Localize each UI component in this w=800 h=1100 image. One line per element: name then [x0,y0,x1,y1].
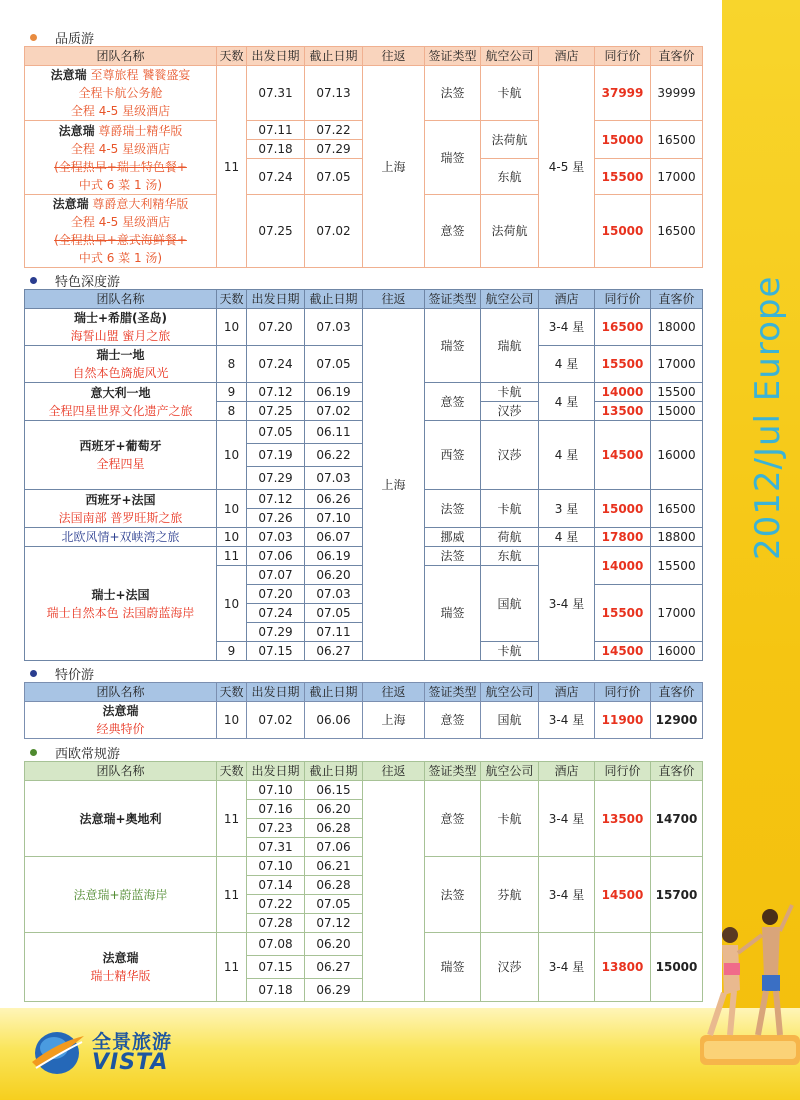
table-header: 团队名称 天数 出发日期 截止日期 往返 签证类型 航空公司 酒店 同行价 直客价 [25,47,703,66]
special-table [24,682,703,739]
table-row: 07.28 07.12 [25,914,703,933]
globe-logo-icon [28,1028,86,1078]
section-west-europe-tours [24,743,702,1002]
table-row: 法意瑞 至尊旅程 饕餮盛宴 全程卡航公务舱 全程 4-5 星级酒店 11 07.31 07.13 上海 法签 卡航 4-5 星 37999 39999 [25,66,703,121]
tour-name: 西班牙+葡萄牙 全程四星 [25,421,217,490]
tour-name: 法意瑞 经典特价 [25,702,217,739]
table-row: 瑞士+法国 瑞士自然本色 法国蔚蓝海岸 11 07.06 06.19 法签 东航 3-4 星 14000 15500 [25,547,703,566]
dancing-couple-image [700,895,800,1070]
table-row: 07.26 07.10 [25,509,703,528]
table-row: 法意瑞 尊爵瑞士精华版 全程 4-5 星级酒店 (全程热早+瑞士特色餐+ 中式 6 菜 1 汤) 07.11 07.22 瑞签 法荷航 15000 16500 [25,121,703,140]
table-row: 07.29 07.11 [25,623,703,642]
table-row: 07.24 07.05 东航 15500 17000 [25,159,703,195]
tour-name: 瑞士+希腊(圣岛) 海誓山盟 蜜月之旅 [25,309,217,346]
tour-name: 意大利一地 全程四星世界文化遗产之旅 [25,383,217,421]
tour-name: 法意瑞+蔚蓝海岸 [25,857,217,933]
table-row: 07.18 06.29 [25,979,703,1002]
table-row: 07.15 06.27 [25,956,703,979]
table-row: 07.29 07.03 [25,467,703,490]
section-deep-tours [24,271,702,661]
table-row: 西班牙+法国 法国南部 普罗旺斯之旅 10 07.12 06.26 法签 卡航 3 星 15000 16500 [25,490,703,509]
bullet-icon [30,277,37,284]
table-row: 07.24 07.05 [25,604,703,623]
tour-name: 西班牙+法国 法国南部 普罗旺斯之旅 [25,490,217,528]
table-row: 07.22 07.05 [25,895,703,914]
table-row: 意大利一地 全程四星世界文化遗产之旅 9 07.12 06.19 意签 卡航 4 星 14000 15500 [25,383,703,402]
side-label: 2012/Jul Europe [748,275,788,560]
table-row: 07.19 06.22 [25,444,703,467]
west-europe-table [24,761,703,1002]
quality-table [24,46,703,268]
tour-name: 瑞士一地 自然本色旖旎风光 [25,346,217,383]
table-row: 法意瑞 尊爵意大利精华版 全程 4-5 星级酒店 (全程热早+意式海鲜餐+ 中式 6 菜 1 汤) 07.25 07.02 意签 法荷航 15000 16500 [25,195,703,268]
tour-name: 法意瑞 尊爵瑞士精华版 全程 4-5 星级酒店 (全程热早+瑞士特色餐+ 中式 6 菜 1 汤) [25,121,217,195]
brand-logo: 全景旅游 VISTA [28,1028,172,1078]
table-row: 07.20 07.03 15500 17000 [25,585,703,604]
tour-name: 瑞士+法国 瑞士自然本色 法国蔚蓝海岸 [25,547,217,661]
table-row: 瑞士一地 自然本色旖旎风光 8 07.24 07.05 4 星 15500 17000 [25,346,703,383]
table-header: 团队名称 天数 出发日期 截止日期 往返 签证类型 航空公司 酒店 同行价 直客价 [25,762,703,781]
table-row: 瑞士+希腊(圣岛) 海誓山盟 蜜月之旅 10 07.20 07.03 上海 瑞签 瑞航 3-4 星 16500 18000 [25,309,703,346]
tour-name: 法意瑞 瑞士精华版 [25,933,217,1002]
section-title: 西欧常规游 [30,743,702,761]
table-row: 07.31 07.06 [25,838,703,857]
table-header: 团队名称 天数 出发日期 截止日期 往返 签证类型 航空公司 酒店 同行价 直客价 [25,290,703,309]
table-row: 8 07.25 07.02 汉莎 13500 15000 [25,402,703,421]
tour-name: 法意瑞+奥地利 [25,781,217,857]
table-row: 法意瑞+奥地利 11 07.10 06.15 意签 卡航 3-4 星 13500 14700 [25,781,703,800]
table-row: 西班牙+葡萄牙 全程四星 10 07.05 06.11 西签 汉莎 4 星 14500 16000 [25,421,703,444]
table-row: 07.14 06.28 [25,876,703,895]
tour-name: 北欧风情+双峡湾之旅 [25,528,217,547]
table-row: 法意瑞 经典特价 10 07.02 06.06 上海 意签 国航 3-4 星 11900 12900 [25,702,703,739]
bullet-icon [30,670,37,677]
table-row: 北欧风情+双峡湾之旅 10 07.03 06.07 挪威 荷航 4 星 17800 18800 [25,528,703,547]
table-row: 07.23 06.28 [25,819,703,838]
section-special-offers [24,664,702,739]
bullet-icon [30,34,37,41]
table-row: 07.16 06.20 [25,800,703,819]
section-title: 品质游 [30,28,702,46]
bullet-icon [30,749,37,756]
tour-name: 法意瑞 至尊旅程 饕餮盛宴 全程卡航公务舱 全程 4-5 星级酒店 [25,66,217,121]
table-row: 07.18 07.29 [25,140,703,159]
section-quality-tours [24,28,702,268]
table-row: 9 07.15 06.27 卡航 14500 16000 [25,642,703,661]
table-row: 法意瑞+蔚蓝海岸 11 07.10 06.21 法签 芬航 3-4 星 14500 15700 [25,857,703,876]
table-row: 法意瑞 瑞士精华版 11 07.08 06.20 瑞签 汉莎 3-4 星 13800 15000 [25,933,703,956]
section-title: 特色深度游 [30,271,702,289]
table-row: 10 07.07 06.20 瑞签 国航 [25,566,703,585]
section-title: 特价游 [30,664,702,682]
tour-name: 法意瑞 尊爵意大利精华版 全程 4-5 星级酒店 (全程热早+意式海鲜餐+ 中式 6 菜 1 汤) [25,195,217,268]
deep-table [24,289,703,661]
table-header: 团队名称 天数 出发日期 截止日期 往返 签证类型 航空公司 酒店 同行价 直客价 [25,683,703,702]
